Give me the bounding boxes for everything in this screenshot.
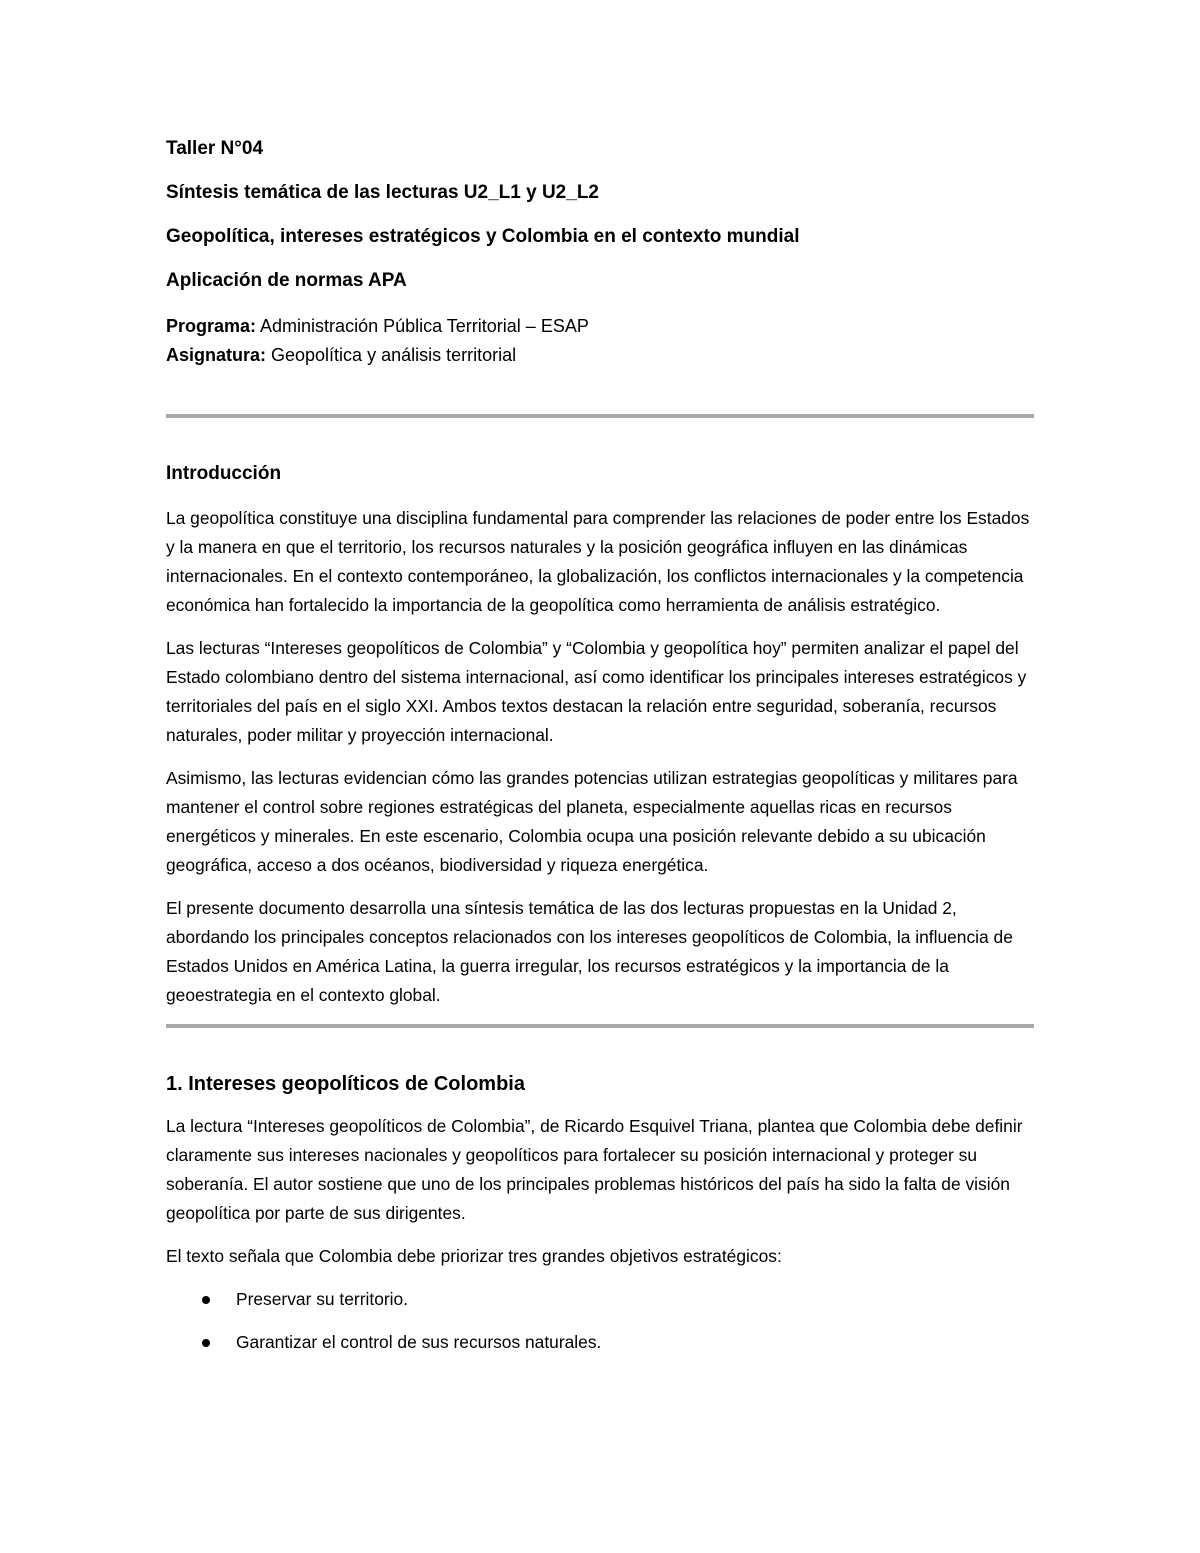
intro-paragraph: El presente documento desarrolla una síntesis temática de las dos lecturas propuestas en la Unidad 2, abordando los principales conceptos relacionados con los intereses geopolíticos de Colombia, la influencia de Estados Unidos en América Latina, la guerra irregular, los recursos estratégicos y la importancia de la geoestrategia en el contexto global. — [166, 898, 1013, 1005]
intro-title: Introducción — [166, 463, 282, 484]
section1-paragraph: La lectura “Intereses geopolíticos de Colombia”, de Ricardo Esquivel Triana, plantea que Colombia debe definir claramente sus intereses nacionales y geopolíticos para fortalecer su posición internacional y proteger su soberanía. El autor sostiene que uno de los principales problemas históricos del país ha sido la falta de visión geopolítica por parte de sus dirigentes. — [166, 1116, 1023, 1223]
list-item-text: Garantizar el control de sus recursos naturales. — [236, 1332, 602, 1352]
subject-value: Geopolítica y análisis territorial — [266, 345, 517, 365]
horizontal-divider — [166, 414, 1034, 418]
workshop-number: Taller N°04 — [166, 138, 264, 159]
bullet-icon — [202, 1339, 210, 1347]
list-item-text: Preservar su territorio. — [236, 1289, 409, 1309]
document-page — [166, 136, 1034, 1371]
document-norms: Aplicación de normas APA — [166, 270, 407, 291]
intro-paragraph: Asimismo, las lecturas evidencian cómo las grandes potencias utilizan estrategias geopolíticas y militares para mantener el control sobre regiones estratégicas del planeta, especialmente aquellas ricas en recursos energéticos y minerales. En este escenario, Colombia ocupa una posición relevante debido a su ubicación geográfica, acceso a dos océanos, biodiversidad y riqueza energética. — [166, 768, 1018, 875]
list-item — [166, 1328, 1034, 1357]
list-item — [166, 1285, 1034, 1314]
intro-paragraph: Las lecturas “Intereses geopolíticos de Colombia” y “Colombia y geopolítica hoy” permiten analizar el papel del Estado colombiano dentro del sistema internacional, así como identificar los principales intereses estratégicos y territoriales del país en el siglo XXI. Ambos textos destacan la relación entre seguridad, soberanía, recursos naturales, poder militar y proyección internacional. — [166, 638, 1027, 745]
objectives-list — [166, 1285, 1034, 1357]
document-subtitle: Síntesis temática de las lecturas U2_L1 y U2_L2 — [166, 182, 599, 203]
section1-title: 1. Intereses geopolíticos de Colombia — [166, 1073, 525, 1095]
program-value: Administración Pública Territorial – ESAP — [256, 316, 589, 336]
intro-paragraph: La geopolítica constituye una disciplina fundamental para comprender las relaciones de poder entre los Estados y la manera en que el territorio, los recursos naturales y la posición geográfica influyen en las dinámicas internacionales. En el contexto contemporáneo, la globalización, los conflictos internacionales y la competencia económica han fortalecido la importancia de la geopolítica como herramienta de análisis estratégico. — [166, 508, 1030, 615]
program-line — [166, 312, 1034, 341]
horizontal-divider — [166, 1024, 1034, 1028]
document-topic: Geopolítica, intereses estratégicos y Colombia en el contexto mundial — [166, 226, 800, 247]
subject-label: Asignatura: — [166, 345, 267, 365]
subject-line — [166, 341, 1034, 370]
section1-paragraph: El texto señala que Colombia debe priorizar tres grandes objetivos estratégicos: — [166, 1246, 782, 1266]
bullet-icon — [202, 1296, 210, 1304]
program-label: Programa: — [166, 316, 257, 336]
